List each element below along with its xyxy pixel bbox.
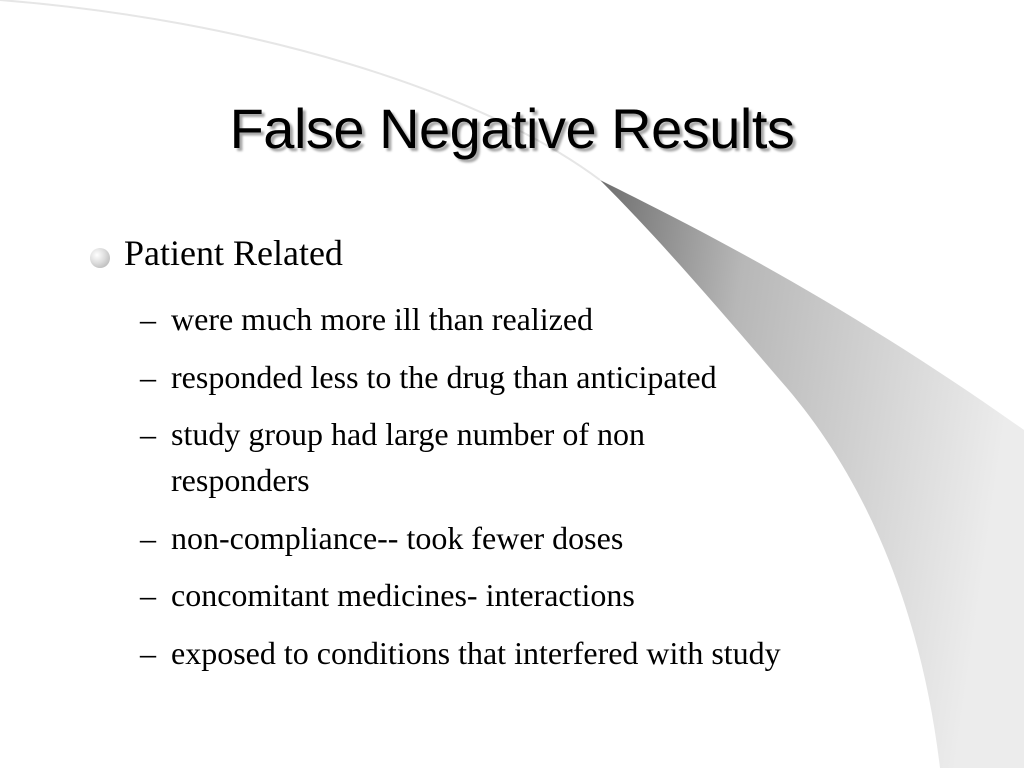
slide-title: False Negative Results: [229, 97, 795, 160]
dash-icon: –: [140, 416, 156, 452]
sub-item-text: non-compliance-- took fewer doses: [171, 520, 624, 556]
bullet-dot-icon: [90, 248, 110, 268]
dash-icon: –: [140, 301, 156, 337]
sub-item-text: responded less to the drug than anticipated: [171, 359, 717, 395]
dash-icon: –: [140, 577, 156, 613]
sub-item-text: exposed to conditions that interfered with study: [171, 635, 781, 671]
sub-item-text: concomitant medicines- interactions: [171, 577, 635, 613]
sub-item-text: study group had large number of non responders: [171, 416, 645, 498]
dash-icon: –: [140, 635, 156, 671]
main-bullet-label: Patient Related: [124, 233, 343, 273]
dash-icon: –: [140, 359, 156, 395]
sub-item-text: were much more ill than realized: [171, 301, 594, 337]
dash-icon: –: [140, 520, 156, 556]
